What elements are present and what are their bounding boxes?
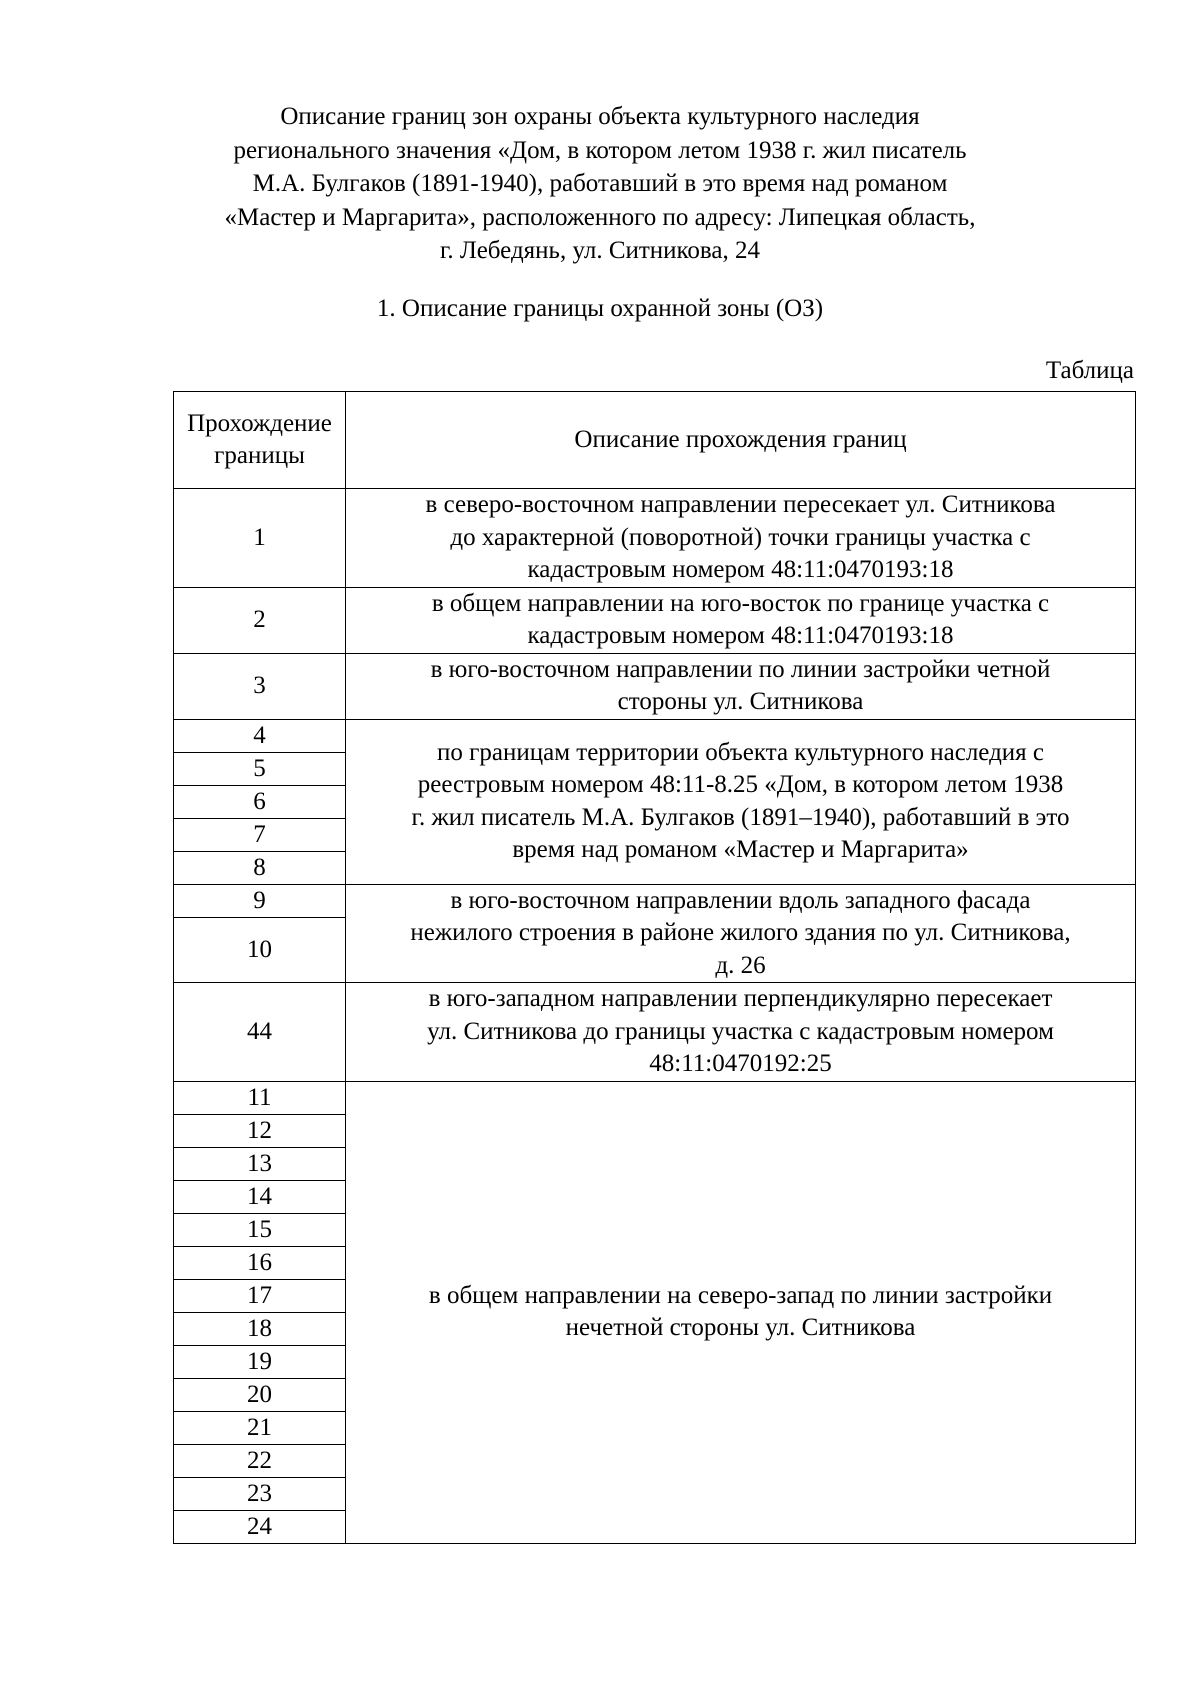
point-number: 5 [174,752,346,785]
description-line: стороны ул. Ситникова [617,688,864,715]
point-number: 16 [174,1246,346,1279]
point-number: 12 [174,1114,346,1147]
boundary-description [346,489,1136,588]
header-line: Прохождение [187,410,332,437]
description-line: нечетной стороны ул. Ситникова [565,1314,916,1341]
title-line: М.А. Булгаков (1891-1940), работавший в это время над романом [252,170,948,197]
header-boundary-passage [174,392,346,489]
table-row [174,983,1136,1082]
table-row [174,653,1136,719]
description-line: по границам территории объекта культурного наследия с [436,738,1045,766]
boundary-description [346,983,1136,1082]
title-line: г. Лебедянь, ул. Ситникова, 24 [439,237,761,264]
boundary-description [346,884,1136,983]
point-number: 24 [174,1510,346,1543]
point-number: 6 [174,785,346,818]
table-label: Таблица [1045,357,1134,384]
description-line: до характерной (поворотной) точки границы участка с [450,523,1031,551]
point-number: 1 [174,489,346,588]
point-number: 3 [174,653,346,719]
point-number: 20 [174,1378,346,1411]
description-line: в северо-восточном направлении пересекает ул. Ситникова [425,491,1056,518]
description-line: д. 26 [715,951,766,979]
table-row [174,884,1136,918]
point-number: 10 [174,918,346,983]
table-header-row [174,392,1136,489]
title-line: Описание границ зон охраны объекта культурного наследия [280,103,920,130]
description-line: кадастровым номером 48:11:0470193:18 [527,556,954,583]
document-title [150,100,1050,268]
description-line: нежилого строения в районе жилого здания по ул. Ситникова, [410,919,1071,946]
table-row [174,719,1136,752]
boundary-description [346,653,1136,719]
description-line: реестровым номером 48:11-8.25 «Дом, в котором летом 1938 [417,771,1064,798]
section-heading: 1. Описание границы охранной зоны (ОЗ) [376,295,824,322]
description-line: в общем направлении на юго-восток по границе участка с [431,589,1050,617]
description-line: 48:11:0470192:25 [649,1050,832,1077]
description-line: в юго-восточном направлении по линии застройки четной [430,655,1051,683]
point-number: 17 [174,1279,346,1312]
description-line: в юго-восточном направлении вдоль западного фасада [450,886,1031,914]
point-number: 18 [174,1312,346,1345]
table-row [174,1081,1136,1114]
point-number: 23 [174,1477,346,1510]
point-number: 9 [174,884,346,918]
title-line: «Мастер и Маргарита», расположенного по адресу: Липецкая область, [224,203,976,231]
table-row [174,587,1136,653]
description-line: кадастровым номером 48:11:0470193:18 [527,622,954,649]
header-line: границы [214,442,305,469]
table-row [174,489,1136,588]
point-number: 8 [174,851,346,884]
description-line: в общем направлении на северо-запад по линии застройки [428,1281,1053,1309]
point-number: 22 [174,1444,346,1477]
point-number: 44 [174,983,346,1082]
header-description: Описание прохождения границ [346,392,1136,489]
description-line: время над романом «Мастер и Маргарита» [512,836,969,863]
point-number: 21 [174,1411,346,1444]
point-number: 15 [174,1213,346,1246]
title-line: регионального значения «Дом, в котором летом 1938 г. жил писатель [233,136,967,164]
description-line: в юго-западном направлении перпендикулярно пересекает [428,985,1053,1012]
boundary-description [346,587,1136,653]
point-number: 11 [174,1081,346,1114]
point-number: 2 [174,587,346,653]
description-line: ул. Ситникова до границы участка с кадастровым номером [427,1017,1054,1045]
point-number: 4 [174,719,346,752]
boundary-description [346,719,1136,884]
point-number: 7 [174,818,346,851]
boundary-table [173,391,1136,1544]
point-number: 14 [174,1180,346,1213]
point-number: 19 [174,1345,346,1378]
boundary-description [346,1081,1136,1543]
point-number: 13 [174,1147,346,1180]
description-line: г. жил писатель М.А. Булгаков (1891–1940), работавший в это [411,803,1070,831]
